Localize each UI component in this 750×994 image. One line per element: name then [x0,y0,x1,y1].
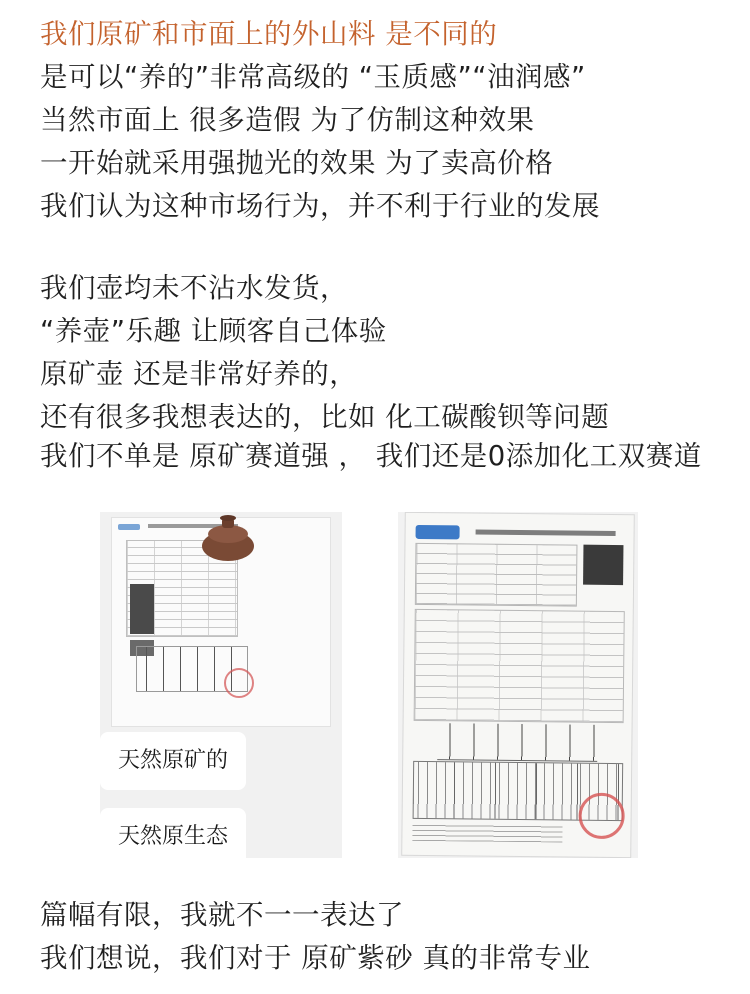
test-report-photo-right [398,512,638,858]
text-line: 一开始就采用强抛光的效果 为了卖高价格 [40,147,554,179]
report-results-table-graphic [414,609,625,723]
headline-line: 我们原矿和市面上的外山料 是不同的 [40,18,498,50]
teapot-icon [200,512,256,562]
report-logo-image [416,525,460,539]
text-line: 原矿壶 还是非常好养的， [40,358,358,390]
text-line: 篇幅有限，我就不一一表达了 [40,899,404,931]
bar-chart-graphic [437,723,597,762]
text-line: 是可以“养的”非常高级的 “玉质感”“油润感” [40,61,586,93]
caption-bubble: 天然原矿的 [100,732,246,790]
text-line: 当然市面上 很多造假 为了仿制这种效果 [40,104,535,136]
caption-bubble: 天然原生态 [100,808,246,858]
seal-stamp-graphic [224,668,254,698]
seal-stamp-graphic [578,793,624,839]
text-line: 还有很多我想表达的，比如 化工碳酸钡等问题 [40,401,610,433]
report-logo-image [118,524,140,530]
report-meta-table-graphic [415,543,578,607]
text-line: 我们壶均未不沾水发货， [40,272,348,304]
text-line: 我们不单是 原矿赛道强 ， 我们还是0添加化工双赛道 [40,440,702,472]
report-document-image [402,513,634,857]
text-line: 我们认为这种市场行为，并不利于行业的发展 [40,190,600,222]
report-notes-graphic [412,823,562,843]
report-title-graphic [476,530,616,536]
sample-photo-graphic [583,545,623,585]
text-line: “养壶”乐趣 让顾客自己体验 [40,315,387,347]
text-line: 我们想说，我们对于 原矿紫砂 真的非常专业 [40,942,591,974]
sample-swatch-graphic [130,584,154,634]
test-report-photo-left [100,512,342,858]
